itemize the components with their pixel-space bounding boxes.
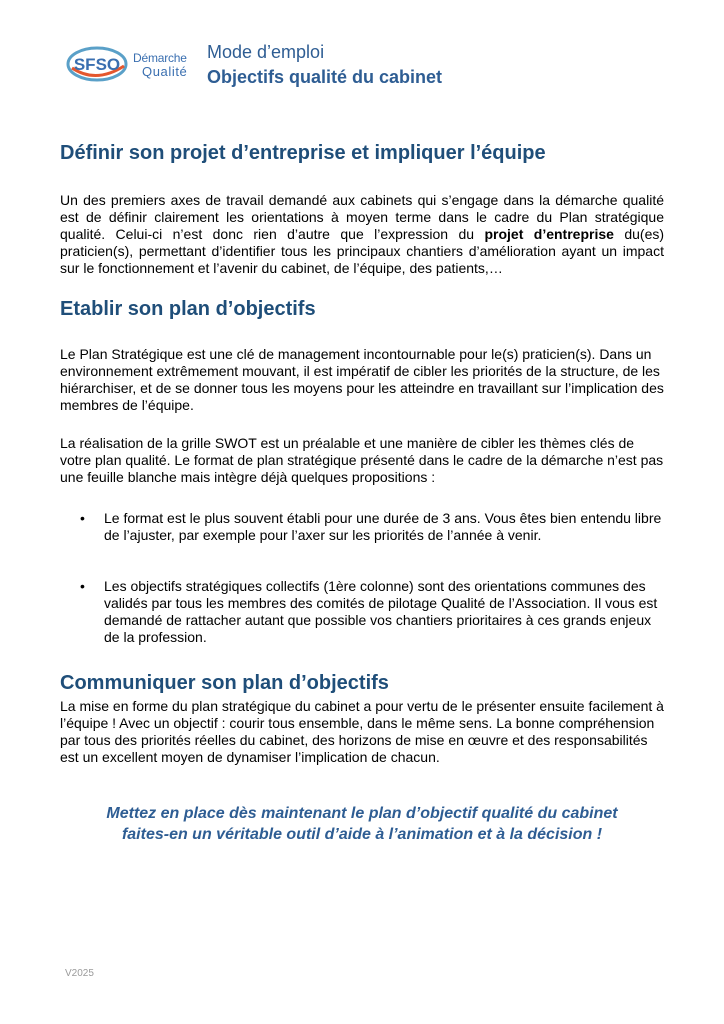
list-item: [74, 510, 664, 544]
sfso-logo-lettering: SFSO: [73, 55, 121, 74]
sfso-logo-mark: [66, 44, 130, 84]
list-item: [74, 578, 664, 646]
bullet-dot: •: [80, 578, 85, 594]
closing-line2: faites-en un véritable outil d’aide à l’animation et à la décision !: [121, 826, 603, 843]
sfso-logo: [66, 44, 190, 86]
section1-paragraph: [60, 192, 664, 277]
section2-heading: Etablir son plan d’objectifs: [60, 298, 316, 320]
header-title: Objectifs qualité du cabinet: [207, 67, 443, 87]
section3-heading: Communiquer son plan d’objectifs: [60, 672, 389, 694]
bullet-text: Le format est le plus souvent établi pour une durée de 3 ans. Vous êtes bien entendu libre de l’ajuster, par exemple pour l’axer sur les priorités de l’année à venir.: [104, 510, 662, 543]
section2-bullet-list: [74, 510, 664, 646]
section1-heading: Définir son projet d’entreprise et impliquer l’équipe: [60, 142, 546, 164]
section2-paragraph1: Le Plan Stratégique est une clé de management incontournable pour le(s) praticien(s). Dans un environnement extrêmement mouvant, il est impératif de cibler les priorités de la structure, de les hiérarchiser, et de se donner tous les moyens pour les atteindre en travaillant sur l’implication des membres de l’équipe.: [60, 346, 664, 413]
version-label: V2025: [65, 968, 94, 979]
logo-line2: Qualité: [142, 64, 188, 79]
closing-statement: [60, 803, 664, 845]
header-subtitle: Mode d’emploi: [207, 42, 325, 62]
bullet-text: Les objectifs stratégiques collectifs (1ère colonne) sont des orientations communes des validés par tous les membres des comités de pilotage Qualité de l’Association. Il vous est demandé de rattacher autant que possible vos chantiers prioritaires à ces grands enjeux de la profession.: [104, 578, 658, 645]
closing-line1: Mettez en place dès maintenant le plan d’objectif qualité du cabinet: [106, 805, 618, 822]
bullet-dot: •: [80, 510, 85, 526]
section1-text-start: Un des premiers axes de travail demandé aux cabinets qui s’engage dans la démarche qualité est de définir clairement les orientations à moyen terme dans le cadre du Plan stratégique qualité. Celui-ci n’est donc rien d’autre que l’expression du: [60, 192, 664, 242]
section1-text-end: du(es) praticien(s), permettant d’identifier tous les principaux chantiers d’amélioration ayant un impact sur le fonctionnement et l’avenir du cabinet, de l’équipe, des patients,…: [60, 226, 665, 276]
section1-bold-term: projet d’entreprise: [484, 226, 614, 242]
section2-paragraph2: La réalisation de la grille SWOT est un préalable et une manière de cibler les thèmes clés de votre plan qualité. Le format de plan stratégique présenté dans le cadre de la démarche n’est pas une feuille blanche mais intègre déjà quelques propositions :: [60, 435, 664, 485]
logo-line1: Démarche: [133, 51, 187, 65]
section3-paragraph: La mise en forme du plan stratégique du cabinet a pour vertu de le présenter ensuite facilement à l’équipe ! Avec un objectif : courir tous ensemble, dans le même sens. La bonne compréhension par tous des priorités réelles du cabinet, des horizons de mise en œuvre et des responsabilités est un excellent moyen de dynamiser l’implication de chacun.: [60, 698, 664, 765]
